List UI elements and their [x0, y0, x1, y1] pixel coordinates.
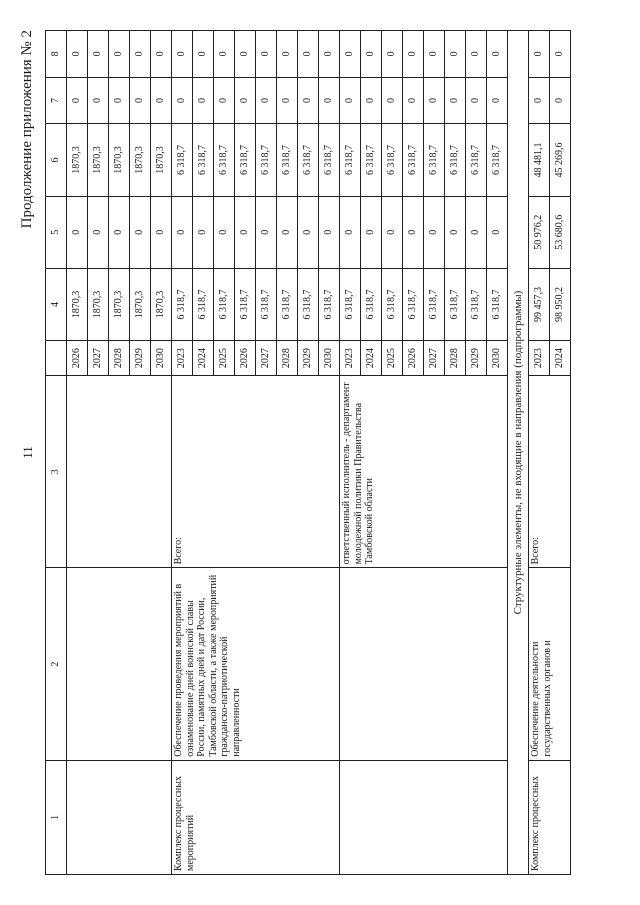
- value-cell-c4: 6 318,7: [235, 268, 256, 340]
- table-body: [46, 31, 571, 875]
- program-type-cell: Комплекс процессных мероприятий: [172, 760, 340, 874]
- value-cell-c5: 0: [214, 196, 235, 268]
- value-cell-c6: 6 318,7: [235, 124, 256, 196]
- table-row: [340, 31, 361, 875]
- value-cell-c7: 0: [256, 77, 277, 124]
- column-header-3: 3: [46, 376, 67, 568]
- year-cell: 2029: [466, 341, 487, 376]
- value-cell-c6: 1870,3: [151, 124, 172, 196]
- value-cell-c7: 0: [445, 77, 466, 124]
- year-cell: 2027: [256, 341, 277, 376]
- year-cell: 2029: [130, 341, 151, 376]
- value-cell-c6: 6 318,7: [214, 124, 235, 196]
- value-cell-c6: 6 318,7: [424, 124, 445, 196]
- section-row: [508, 31, 529, 875]
- value-cell-c4: 6 318,7: [361, 268, 382, 340]
- value-cell-c7: 0: [130, 77, 151, 124]
- value-cell-c4: 1870,3: [151, 268, 172, 340]
- value-cell-c5: 0: [88, 196, 109, 268]
- value-cell-c5: 0: [277, 196, 298, 268]
- column-number-row: [46, 31, 67, 875]
- column-header-5: 5: [46, 196, 67, 268]
- value-cell-c5: 0: [151, 196, 172, 268]
- value-cell-c6: 1870,3: [130, 124, 151, 196]
- value-cell-c7: 0: [487, 77, 508, 124]
- column-header-6: 6: [46, 124, 67, 196]
- year-cell: 2023: [172, 341, 193, 376]
- program-type-cell: Комплекс процессных: [529, 760, 571, 874]
- value-cell-c8: 0: [109, 31, 130, 78]
- value-cell-c7: 0: [67, 77, 88, 124]
- value-cell-c4: 6 318,7: [445, 268, 466, 340]
- column-header-7: 7: [46, 77, 67, 124]
- value-cell-c5: 0: [193, 196, 214, 268]
- value-cell-c4: 6 318,7: [424, 268, 445, 340]
- value-cell-c5: 0: [487, 196, 508, 268]
- value-cell-c8: 0: [298, 31, 319, 78]
- value-cell-c8: 0: [235, 31, 256, 78]
- year-cell: 2023: [529, 341, 550, 376]
- year-cell: 2027: [88, 341, 109, 376]
- value-cell-c7: 0: [193, 77, 214, 124]
- value-cell-c7: 0: [319, 77, 340, 124]
- value-cell-c6: 48 481,1: [529, 124, 550, 196]
- value-cell-c7: 0: [88, 77, 109, 124]
- value-cell-c4: 6 318,7: [319, 268, 340, 340]
- program-type-cell: [67, 760, 172, 874]
- value-cell-c5: 0: [340, 196, 361, 268]
- column-header-year: [46, 341, 67, 376]
- value-cell-c6: 6 318,7: [382, 124, 403, 196]
- value-cell-c7: 0: [235, 77, 256, 124]
- value-cell-c4: 6 318,7: [340, 268, 361, 340]
- value-cell-c5: 0: [424, 196, 445, 268]
- value-cell-c8: 0: [487, 31, 508, 78]
- year-cell: 2027: [424, 341, 445, 376]
- value-cell-c7: 0: [466, 77, 487, 124]
- year-cell: 2028: [277, 341, 298, 376]
- value-cell-c5: 0: [361, 196, 382, 268]
- year-cell: 2030: [319, 341, 340, 376]
- value-cell-c6: 6 318,7: [193, 124, 214, 196]
- value-cell-c8: 0: [529, 31, 550, 78]
- value-cell-c7: 0: [172, 77, 193, 124]
- value-cell-c6: 6 318,7: [403, 124, 424, 196]
- value-cell-c6: 6 318,7: [466, 124, 487, 196]
- value-cell-c4: 6 318,7: [214, 268, 235, 340]
- value-cell-c8: 0: [214, 31, 235, 78]
- value-cell-c5: 0: [382, 196, 403, 268]
- year-cell: 2024: [193, 341, 214, 376]
- value-cell-c8: 0: [340, 31, 361, 78]
- value-cell-c8: 0: [424, 31, 445, 78]
- value-cell-c7: 0: [550, 77, 571, 124]
- value-cell-c7: 0: [340, 77, 361, 124]
- value-cell-c6: 6 318,7: [256, 124, 277, 196]
- value-cell-c4: 6 318,7: [172, 268, 193, 340]
- value-cell-c7: 0: [424, 77, 445, 124]
- executor-cell: ответственный исполнитель - департамент молодежной политики Правительства Тамбовской области: [340, 376, 508, 568]
- table-row: [529, 31, 550, 875]
- appendix-title: Продолжение приложения № 2: [19, 30, 35, 229]
- value-cell-c8: 0: [130, 31, 151, 78]
- value-cell-c5: 0: [298, 196, 319, 268]
- value-cell-c8: 0: [277, 31, 298, 78]
- year-cell: 2028: [445, 341, 466, 376]
- year-cell: 2029: [298, 341, 319, 376]
- value-cell-c4: 6 318,7: [382, 268, 403, 340]
- value-cell-c6: 45 269,6: [550, 124, 571, 196]
- value-cell-c4: 1870,3: [130, 268, 151, 340]
- value-cell-c5: 0: [445, 196, 466, 268]
- program-name-cell: Обеспечение проведения мероприятий в ознаменование дней воинской славы России, памятных дней и дат России, Тамбовской области, а также мероприятий гражданско-патриотической направленности: [172, 568, 340, 760]
- value-cell-c6: 6 318,7: [319, 124, 340, 196]
- value-cell-c5: 0: [319, 196, 340, 268]
- year-cell: 2030: [487, 341, 508, 376]
- year-cell: 2026: [235, 341, 256, 376]
- column-header-8: 8: [46, 31, 67, 78]
- year-cell: 2025: [214, 341, 235, 376]
- value-cell-c5: 50 976,2: [529, 196, 550, 268]
- value-cell-c8: 0: [151, 31, 172, 78]
- value-cell-c5: 0: [67, 196, 88, 268]
- value-cell-c7: 0: [214, 77, 235, 124]
- value-cell-c4: 1870,3: [109, 268, 130, 340]
- value-cell-c5: 0: [403, 196, 424, 268]
- table-row: [67, 31, 88, 875]
- year-cell: 2028: [109, 341, 130, 376]
- value-cell-c7: 0: [529, 77, 550, 124]
- value-cell-c5: 0: [466, 196, 487, 268]
- value-cell-c8: 0: [550, 31, 571, 78]
- value-cell-c8: 0: [88, 31, 109, 78]
- budget-table: [45, 30, 571, 875]
- value-cell-c8: 0: [403, 31, 424, 78]
- column-header-4: 4: [46, 268, 67, 340]
- value-cell-c4: 6 318,7: [466, 268, 487, 340]
- year-cell: 2024: [361, 341, 382, 376]
- year-cell: 2025: [382, 341, 403, 376]
- value-cell-c6: 6 318,7: [277, 124, 298, 196]
- value-cell-c7: 0: [361, 77, 382, 124]
- value-cell-c6: 1870,3: [67, 124, 88, 196]
- column-header-1: 1: [46, 760, 67, 874]
- value-cell-c8: 0: [193, 31, 214, 78]
- value-cell-c5: 0: [235, 196, 256, 268]
- value-cell-c4: 6 318,7: [487, 268, 508, 340]
- value-cell-c7: 0: [151, 77, 172, 124]
- value-cell-c5: 0: [109, 196, 130, 268]
- value-cell-c8: 0: [361, 31, 382, 78]
- executor-cell: Всего:: [172, 376, 340, 568]
- value-cell-c6: 1870,3: [109, 124, 130, 196]
- value-cell-c7: 0: [382, 77, 403, 124]
- value-cell-c5: 0: [256, 196, 277, 268]
- value-cell-c6: 6 318,7: [298, 124, 319, 196]
- value-cell-c7: 0: [277, 77, 298, 124]
- value-cell-c5: 53 680,6: [550, 196, 571, 268]
- year-cell: 2024: [550, 341, 571, 376]
- year-cell: 2026: [67, 341, 88, 376]
- value-cell-c6: 6 318,7: [361, 124, 382, 196]
- program-name-cell: [340, 568, 508, 760]
- value-cell-c6: 1870,3: [88, 124, 109, 196]
- value-cell-c6: 6 318,7: [445, 124, 466, 196]
- value-cell-c7: 0: [403, 77, 424, 124]
- column-header-2: 2: [46, 568, 67, 760]
- value-cell-c7: 0: [298, 77, 319, 124]
- executor-cell: [67, 376, 172, 568]
- value-cell-c8: 0: [382, 31, 403, 78]
- page-number: 11: [20, 446, 35, 459]
- section-title: Структурные элементы, не входящие в направления (подпрограммы): [508, 31, 529, 875]
- value-cell-c8: 0: [445, 31, 466, 78]
- value-cell-c4: 99 457,3: [529, 268, 550, 340]
- year-cell: 2026: [403, 341, 424, 376]
- value-cell-c8: 0: [67, 31, 88, 78]
- executor-cell: Всего:: [529, 376, 571, 568]
- value-cell-c6: 6 318,7: [340, 124, 361, 196]
- value-cell-c4: 6 318,7: [277, 268, 298, 340]
- value-cell-c5: 0: [172, 196, 193, 268]
- value-cell-c4: 1870,3: [67, 268, 88, 340]
- value-cell-c6: 6 318,7: [172, 124, 193, 196]
- value-cell-c8: 0: [319, 31, 340, 78]
- table-row: [172, 31, 193, 875]
- year-cell: 2023: [340, 341, 361, 376]
- value-cell-c7: 0: [109, 77, 130, 124]
- value-cell-c4: 6 318,7: [298, 268, 319, 340]
- value-cell-c8: 0: [256, 31, 277, 78]
- program-name-cell: [67, 568, 172, 760]
- value-cell-c4: 6 318,7: [193, 268, 214, 340]
- value-cell-c4: 6 318,7: [256, 268, 277, 340]
- program-name-cell: Обеспечение деятельности государственных органов и: [529, 568, 571, 760]
- value-cell-c8: 0: [172, 31, 193, 78]
- value-cell-c6: 6 318,7: [487, 124, 508, 196]
- value-cell-c4: 6 318,7: [403, 268, 424, 340]
- year-cell: 2030: [151, 341, 172, 376]
- value-cell-c8: 0: [466, 31, 487, 78]
- program-type-cell: [340, 760, 508, 874]
- value-cell-c4: 1870,3: [88, 268, 109, 340]
- value-cell-c5: 0: [130, 196, 151, 268]
- value-cell-c4: 98 950,2: [550, 268, 571, 340]
